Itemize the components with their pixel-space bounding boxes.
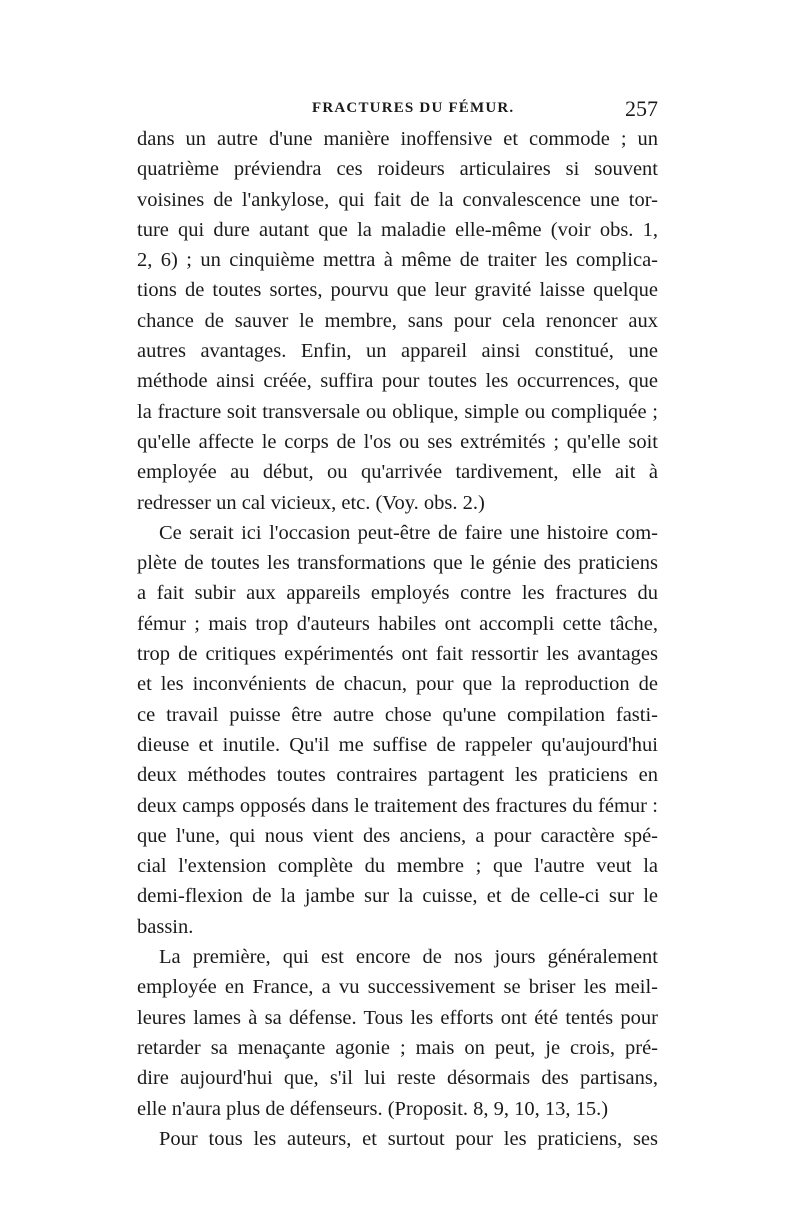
text-line: elle n'aura plus de défenseurs. (Proposit. 8, 9, 10, 13, 15.) (137, 1097, 609, 1120)
running-title: FRACTURES DU FÉMUR. (312, 100, 515, 116)
text-line: méthode ainsi créée, suffira pour toutes les occurrences, que (137, 370, 658, 393)
page-number: 257 (625, 96, 658, 121)
text-line: employée au début, ou qu'arrivée tardivement, elle ait à (137, 461, 658, 484)
text-line: ce travail puisse être autre chose qu'une compilation fasti- (137, 703, 658, 726)
text-line: employée en France, a vu successivement se briser les meil- (137, 976, 658, 999)
text-line: qu'elle affecte le corps de l'os ou ses extrémités ; qu'elle soit (137, 430, 658, 453)
text-line: dans un autre d'une manière inoffensive et commode ; un (137, 128, 658, 150)
text-line: dieuse et inutile. Qu'il me suffise de rappeler qu'aujourd'hui (137, 733, 658, 756)
text-line: redresser un cal vicieux, etc. (Voy. obs. 2.) (137, 491, 485, 514)
text-line: quatrième préviendra ces roideurs articulaires si souvent (137, 158, 658, 181)
text-line: deux camps opposés dans le traitement des fractures du fémur : (137, 794, 658, 817)
text-line: demi-flexion de la jambe sur la cuisse, et de celle-ci sur le (137, 885, 658, 908)
text-line: a fait subir aux appareils employés contre les fractures du (137, 582, 658, 605)
text-line: voisines de l'ankylose, qui fait de la convalescence une tor- (137, 188, 658, 211)
text-line: 2, 6) ; un cinquième mettra à même de traiter les complica- (137, 249, 658, 272)
running-head (137, 96, 658, 124)
text-line: tions de toutes sortes, pourvu que leur gravité laisse quelque (137, 279, 658, 302)
text-line: et les inconvénients de chacun, pour que la reproduction de (137, 673, 658, 696)
text-line: la fracture soit transversale ou oblique, simple ou compliquée ; (137, 400, 658, 423)
text-line: dire aujourd'hui que, s'il lui reste désormais des partisans, (137, 1067, 658, 1090)
text-line: que l'une, qui nous vient des anciens, a pour caractère spé- (137, 824, 658, 847)
body-text (137, 124, 658, 1154)
text-line: chance de sauver le membre, sans pour cela renoncer aux (137, 309, 658, 332)
text-line: trop de critiques expérimentés ont fait ressortir les avantages (137, 643, 658, 666)
text-line: plète de toutes les transformations que le génie des praticiens (137, 552, 658, 575)
text-line: fémur ; mais trop d'auteurs habiles ont accompli cette tâche, (137, 612, 658, 635)
text-line: bassin. (137, 915, 194, 938)
text-line: autres avantages. Enfin, un appareil ainsi constitué, une (137, 340, 658, 363)
text-line: ture qui dure autant que la maladie elle-même (voir obs. 1, (137, 218, 658, 241)
text-line: deux méthodes toutes contraires partagent les praticiens en (137, 764, 658, 787)
text-line: Ce serait ici l'occasion peut-être de faire une histoire com- (159, 521, 658, 544)
text-line: leures lames à sa défense. Tous les efforts ont été tentés pour (137, 1006, 658, 1029)
text-line: retarder sa menaçante agonie ; mais on peut, je crois, pré- (137, 1036, 658, 1059)
text-line: La première, qui est encore de nos jours généralement (159, 946, 658, 969)
text-line: cial l'extension complète du membre ; que l'autre veut la (137, 855, 658, 878)
book-page (137, 0, 658, 1215)
text-line: Pour tous les auteurs, et surtout pour les praticiens, ses (159, 1127, 658, 1150)
